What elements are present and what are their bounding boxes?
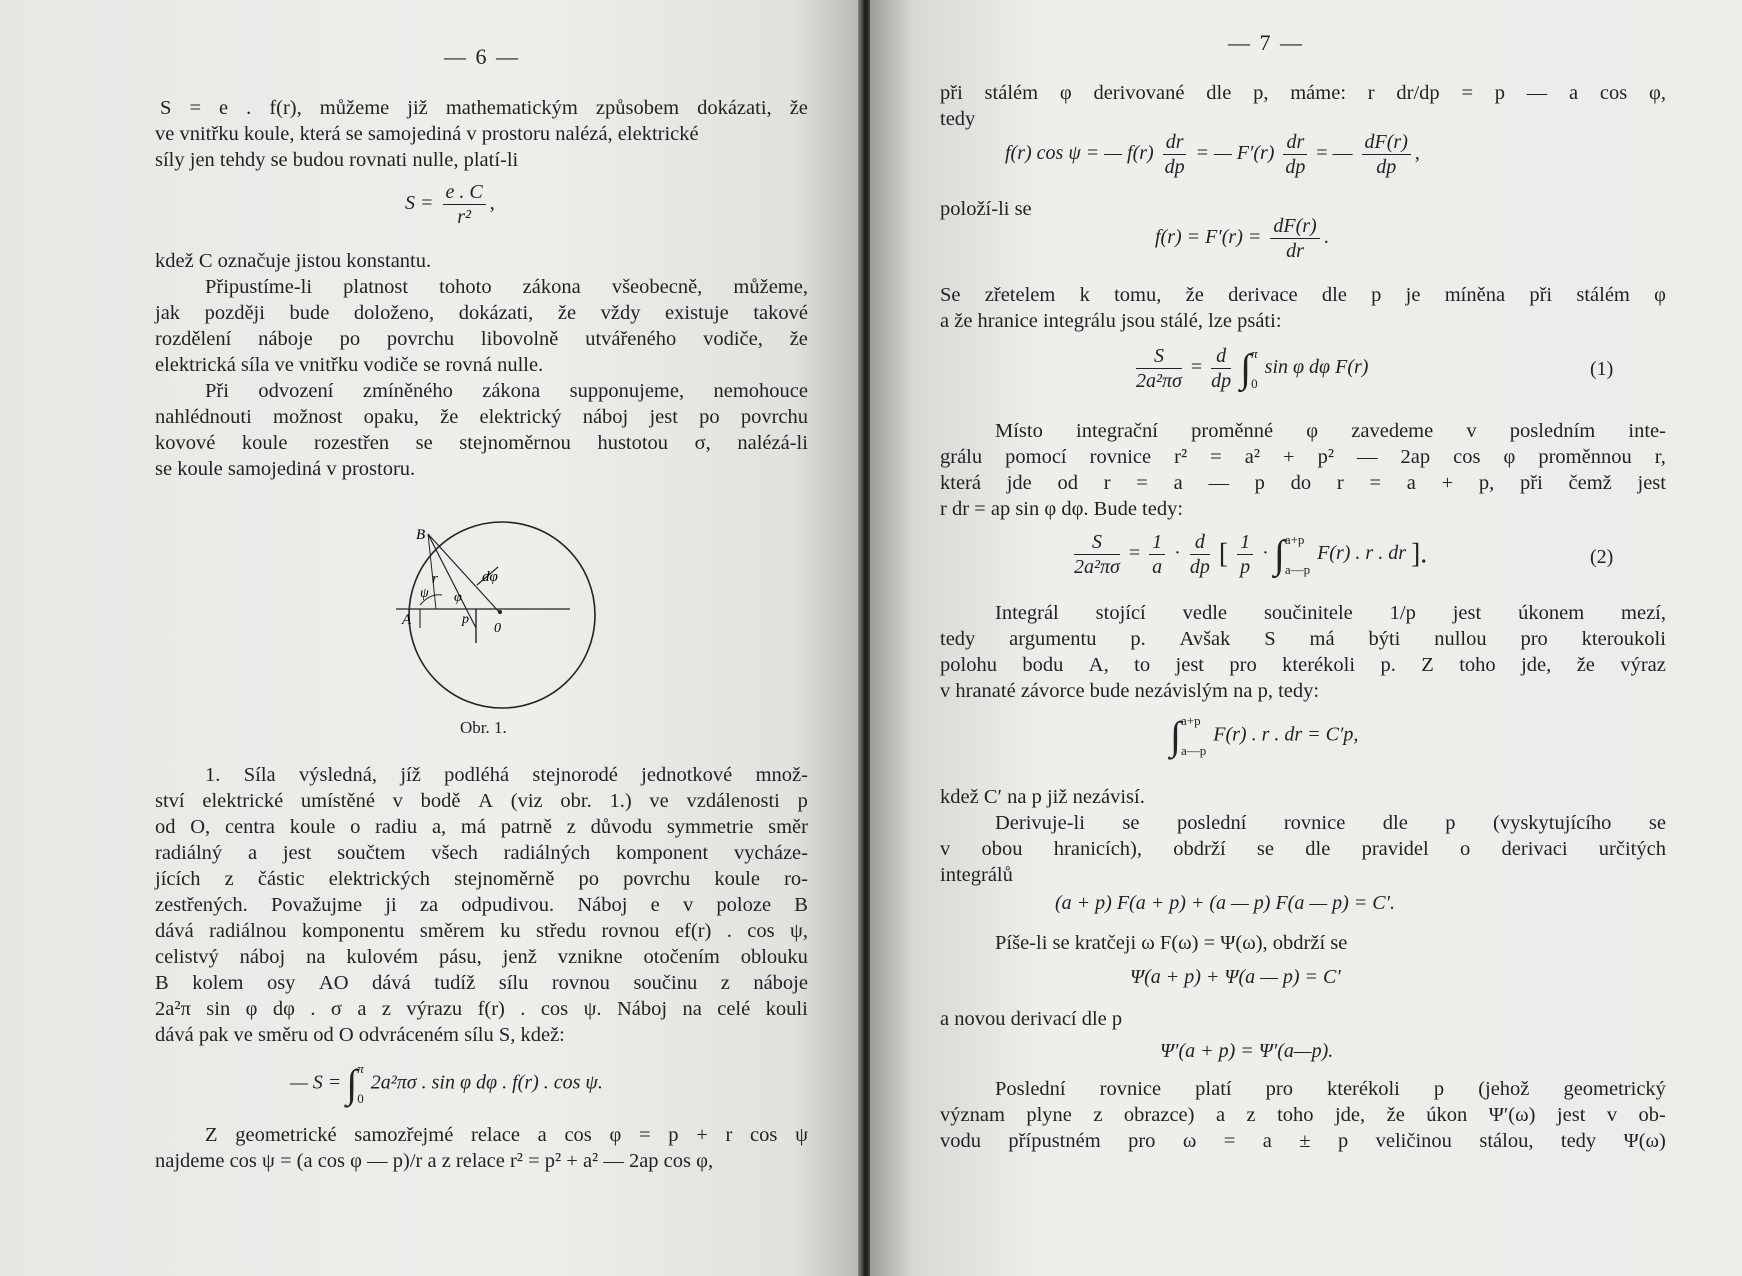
- fraction-denominator: dp: [1211, 370, 1232, 392]
- fraction-denominator: a: [1152, 556, 1163, 578]
- upper-limit: π: [357, 1061, 364, 1076]
- eq-lhs: S =: [405, 192, 434, 215]
- equation-number: (1): [1590, 358, 1614, 380]
- eq-tail: .: [1323, 226, 1329, 249]
- integral-sign: ∫: [1273, 531, 1285, 577]
- fig-label-phi: φ: [454, 590, 462, 605]
- fraction-denominator: 2a²πσ: [1074, 556, 1120, 578]
- fig-label-r: r: [432, 571, 438, 587]
- fraction: [1211, 344, 1231, 393]
- equation-2: [1070, 530, 1427, 579]
- fraction-numerator: dr: [1283, 130, 1307, 155]
- eq-part: ·: [1174, 542, 1181, 565]
- text-line: dává radiálnou komponentu směrem ku středu rovnou ef(r) . cos ψ,: [155, 920, 808, 942]
- text-line: elektrická síla ve vnitřku vodiče se rovná nulle.: [155, 354, 544, 376]
- fraction: [1074, 530, 1120, 579]
- lower-limit: 0: [357, 1091, 364, 1106]
- fraction: [1149, 530, 1165, 579]
- text-line: ve vnitřku koule, která se samojediná v prostoru nalézá, elektrické: [155, 123, 699, 145]
- fig-label-p: p: [462, 612, 469, 627]
- fraction: [1362, 130, 1411, 179]
- text-line: a novou derivací dle p: [940, 1008, 1123, 1030]
- text-line: integrálů: [940, 864, 1013, 886]
- text-line: ství elektrické umístěné v bodě A (viz obr. 1.) ve vzdálenosti p: [155, 790, 808, 812]
- fraction-numerator: d: [1211, 344, 1231, 369]
- fraction-numerator: 1: [1149, 530, 1165, 555]
- text-line: kdež C′ na p již nezávisí.: [940, 786, 1145, 808]
- text-line: která jde od r = a — p do r = a + p, při čemž jest: [940, 472, 1666, 494]
- fraction-denominator: dr: [1286, 240, 1304, 262]
- integral-limits: [1285, 533, 1310, 577]
- eq-part: = — F′(r): [1195, 142, 1275, 165]
- fig-label-A: A: [402, 612, 412, 628]
- fraction-numerator: dF(r): [1362, 130, 1411, 155]
- integrand: sin φ dφ F(r): [1264, 356, 1369, 379]
- text-line: 1. Síla výsledná, jíž podléhá stejnorodé jednotkové množ-: [205, 764, 808, 786]
- fraction-numerator: dF(r): [1270, 214, 1319, 239]
- text-line: S = e . f(r), můžeme již mathematickým způsobem dokázati, že: [160, 97, 808, 119]
- fraction: [443, 180, 486, 229]
- text-line: Z geometrické samozřejmé relace a cos φ = p + r cos ψ: [205, 1124, 808, 1146]
- equation-text: Ψ′(a + p) = Ψ′(a—p).: [1160, 1040, 1334, 1062]
- right-page: [870, 0, 1742, 1276]
- equation-number: (2): [1590, 546, 1614, 568]
- fraction-denominator: dp: [1376, 156, 1397, 178]
- eq-part: ·: [1262, 542, 1269, 565]
- integral-sign: ∫: [1170, 713, 1181, 758]
- text-line: kovové koule rozestřen se stejnoměrnou hustotou σ, nalézá-li: [155, 432, 808, 454]
- text-line: rozdělení náboje po povrchu libovolně utvářeného vodiče, že: [155, 328, 808, 350]
- text-line: Při odvození zmíněného zákona supponujeme, nemohouce: [205, 380, 808, 402]
- bracket-open: [: [1218, 538, 1229, 570]
- text-line: najdeme cos ψ = (a cos φ — p)/r a z relace r² = p² + a² — 2ap cos φ,: [155, 1150, 714, 1172]
- integral-limits: [1181, 714, 1206, 758]
- text-line: Připustíme-li platnost tohoto zákona všeobecně, můžeme,: [205, 276, 808, 298]
- text-line: celistvý náboj na kulovém pásu, jenž vznikne otočením oblouku: [155, 946, 808, 968]
- eq-part: = —: [1316, 142, 1353, 165]
- page-number: — 7 —: [1228, 30, 1304, 55]
- text-line: v hranaté závorce bude nezávislým na p, tedy:: [940, 680, 1320, 702]
- text-line: r dr = ap sin φ dφ. Bude tedy:: [940, 498, 1184, 520]
- integral-limits: [1251, 347, 1258, 391]
- eq-part: =: [1190, 356, 1203, 379]
- integrand: F(r) . r . dr = C′p,: [1213, 723, 1359, 746]
- fig-label-B: B: [416, 527, 426, 543]
- fraction: [1283, 130, 1307, 179]
- text-line: Píše-li se kratčeji ω F(ω) = Ψ(ω), obdrží se: [995, 932, 1348, 954]
- integrand: 2a²πσ . sin φ dφ . f(r) . cos ψ.: [370, 1071, 603, 1094]
- fraction-numerator: 1: [1237, 530, 1253, 555]
- fig-label-O: 0: [494, 621, 501, 636]
- text-line: význam plyne z obrazce) a z toho jde, že úkon Ψ′(ω) jest v ob-: [940, 1104, 1666, 1126]
- text-line: nahlédnouti možnost opaku, že elektrický náboj jest po povrchu: [155, 406, 808, 428]
- fraction-numerator: S: [1136, 344, 1182, 369]
- text-line: dává pak ve směru od O odvráceném sílu S, kdež:: [155, 1024, 565, 1046]
- equation-text: (a + p) F(a + p) + (a — p) F(a — p) = C′.: [1055, 892, 1395, 914]
- text-line: síly jen tehdy se budou rovnati nulle, platí-li: [155, 149, 519, 171]
- eq-part: f(r) = F′(r) =: [1155, 226, 1262, 249]
- lower-limit: a—p: [1180, 743, 1207, 758]
- eq-tail: ,: [1414, 142, 1420, 165]
- eq-part: =: [1128, 542, 1141, 565]
- fraction: [1136, 344, 1182, 393]
- fraction-numerator: dr: [1163, 130, 1187, 155]
- equation-c: [1170, 714, 1358, 758]
- bracket-close: ].: [1410, 538, 1428, 570]
- fraction-numerator: e . C: [443, 180, 486, 205]
- upper-limit: a+p: [1180, 713, 1201, 728]
- eq-lhs: — S =: [290, 1071, 342, 1094]
- upper-limit: π: [1251, 345, 1258, 361]
- text-line: položí-li se: [940, 198, 1032, 220]
- text-line: se koule samojediná v prostoru.: [155, 458, 416, 480]
- fig-label-psi: ψ: [420, 586, 429, 601]
- text-line: zestřených. Považujme ji za odpudivou. Náboj e v poloze B: [155, 894, 808, 916]
- figure-caption: Obr. 1.: [460, 718, 507, 737]
- fraction: [1163, 130, 1187, 179]
- equation-S: [405, 180, 495, 229]
- text-line: od O, centra koule o radiu a, má patrně z důvodu symmetrie směr: [155, 816, 808, 838]
- text-line: tedy: [940, 108, 976, 130]
- lower-limit: a—p: [1284, 561, 1311, 577]
- fraction: [1237, 530, 1253, 579]
- text-line: vodu přípustném pro ω = a ± p veličinou stálou, tedy Ψ(ω): [940, 1130, 1666, 1152]
- text-line: radiálný a jest součtem všech radiálných komponent vycháze-: [155, 842, 808, 864]
- equation-b: [1155, 214, 1329, 263]
- integral-limits: [357, 1062, 364, 1106]
- eq-part: f(r) cos ψ = — f(r): [1005, 142, 1154, 165]
- page-number: — 6 —: [444, 44, 520, 69]
- equation-minus-S: [290, 1062, 603, 1106]
- fraction-denominator: dp: [1285, 156, 1306, 178]
- left-page: [0, 0, 862, 1276]
- text-line: a že hranice integrálu jsou stálé, lze psáti:: [940, 310, 1282, 332]
- upper-limit: a+p: [1284, 531, 1305, 547]
- lower-limit: 0: [1251, 375, 1258, 391]
- fraction-denominator: dp: [1189, 556, 1210, 578]
- eq-tail: ,: [489, 192, 495, 215]
- text-line: jak později bude doloženo, dokázati, že vždy existuje takové: [155, 302, 808, 324]
- text-line: tedy argumentu p. Avšak S má býti nullou pro kteroukoli: [940, 628, 1666, 650]
- text-line: Integrál stojící vedle součinitele 1/p jest úkonem mezí,: [995, 602, 1666, 624]
- text-line: jících z částic elektrických stejnoměrně po povrchu koule ro-: [155, 868, 808, 890]
- fig-label-dphi: dφ: [482, 569, 498, 585]
- fraction: [1270, 214, 1319, 263]
- integral-sign: ∫: [1240, 345, 1252, 391]
- fraction-denominator: 2a²πσ: [1136, 370, 1182, 392]
- text-line: kdež C označuje jistou konstantu.: [155, 250, 432, 272]
- fraction-numerator: d: [1190, 530, 1210, 555]
- equation-text: Ψ(a + p) + Ψ(a — p) = C′: [1130, 966, 1341, 988]
- figure-circle-diagram: [380, 515, 610, 715]
- text-line: Poslední rovnice platí pro kterékoli p (jehož geometrický: [995, 1078, 1666, 1100]
- fraction-numerator: S: [1074, 530, 1120, 555]
- text-line: B kolem osy AO dává tudíž sílu rovnou součinu z náboje: [155, 972, 808, 994]
- equation-1: [1132, 344, 1368, 393]
- text-line: Místo integrační proměnné φ zavedeme v posledním inte-: [995, 420, 1666, 442]
- equation-d: [1055, 892, 1395, 915]
- fraction-denominator: r²: [457, 206, 471, 228]
- text-line: v obou hranicích), obdrží se dle pravidel o derivaci určitých: [940, 838, 1666, 860]
- fraction: [1190, 530, 1210, 579]
- equation-a: [1005, 130, 1420, 179]
- text-line: 2a²π sin φ dφ . σ a z výrazu f(r) . cos ψ. Náboj na celé kouli: [155, 998, 808, 1020]
- equation-e: [1130, 966, 1341, 989]
- equation-f: [1160, 1040, 1333, 1063]
- integral-sign: ∫: [346, 1061, 358, 1106]
- text-line: grálu pomocí rovnice r² = a² + p² — 2ap cos φ proměnnou r,: [940, 446, 1666, 468]
- fraction-denominator: p: [1240, 556, 1251, 578]
- integrand: F(r) . r . dr: [1317, 542, 1406, 565]
- text-line: Se zřetelem k tomu, že derivace dle p je míněna při stálém φ: [940, 284, 1666, 306]
- text-line: při stálém φ derivované dle p, máme: r dr/dp = p — a cos φ,: [940, 82, 1666, 104]
- fraction-denominator: dp: [1164, 156, 1185, 178]
- text-line: Derivuje-li se poslední rovnice dle p (vyskytujícího se: [995, 812, 1666, 834]
- text-line: polohu bodu A, to jest pro kterékoli p. Z toho jde, že výraz: [940, 654, 1666, 676]
